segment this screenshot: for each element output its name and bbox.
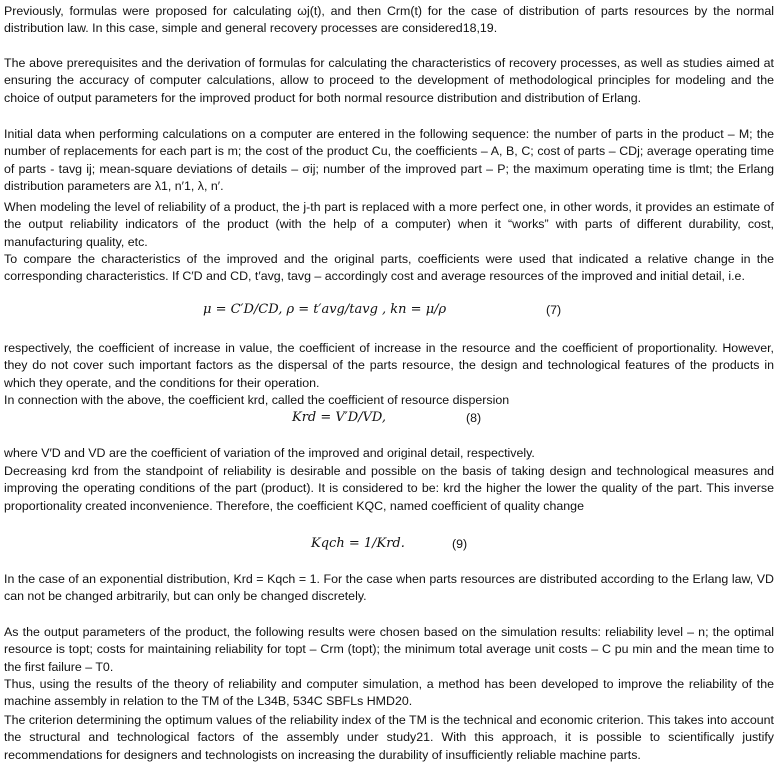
paragraph-text: Previously, formulas were proposed for calculating ωj(t), and then Crm(t) for the case of distribution of parts resources by the normal distribution law. In this case, simple and general recovery processes are considered18,19. <box>4 4 774 36</box>
equation-9: Kqch = 1/Krd. <box>311 536 405 551</box>
paragraph-12 <box>4 676 774 711</box>
paragraph-4 <box>4 199 774 251</box>
paragraph-text: Initial data when performing calculations on a computer are entered in the following sequence: the number of parts in the product – M; the number of replacements for each part is m; the cost of the product Cu, the coefficients – A, B, C; cost of parts – CDj; average operating time of parts - tavg ij; mean-square deviations of details – σij; number of the improved part – P; the maximum operating time is tlmt; the Erlang distribution parameters are λ1, n′1, λ, n′. <box>4 127 774 194</box>
paragraph-13 <box>4 712 774 764</box>
paragraph-text: As the output parameters of the product, the following results were chosen based on the simulation results: reliability level – n; the optimal resource is topt; costs for maintaining reliability for topt – Crm (topt); the minimum total average unit costs – C pu min and the mean time to the first failure – T0. <box>4 625 774 674</box>
paragraph-text: respectively, the coefficient of increase in value, the coefficient of increase in the resource and the coefficient of proportionality. However, they do not cover such important factors as the dispersal of the parts resource, the design and technological features of the products in which they operate, and the conditions for their operation. <box>4 341 774 390</box>
paragraph-9 <box>4 463 774 515</box>
paragraph-text: The above prerequisites and the derivation of formulas for calculating the characteristics of recovery processes, as well as studies aimed at ensuring the accuracy of computer calculations, allow to proceed to the development of methodological principles for modeling and the choice of output parameters for the improved product for both normal resource distribution and distribution of Erlang. <box>4 56 774 105</box>
paragraph-6 <box>4 340 774 392</box>
paragraph-text: When modeling the level of reliability of a product, the j-th part is replaced with a more perfect one, in other words, it provides an estimate of the output reliability indicators of the product (with the help of a computer) when it “works” with parts of different durability, cost, manufacturing quality, etc. <box>4 200 774 249</box>
paragraph-8 <box>4 445 774 462</box>
paragraph-text: In connection with the above, the coefficient krd, called the coefficient of resource dispersion <box>4 393 510 407</box>
paragraph-2 <box>4 55 774 107</box>
paragraph-5 <box>4 251 774 286</box>
equation-8: Krd = V′D/VD, <box>292 410 387 425</box>
paragraph-text: where V′D and VD are the coefficient of variation of the improved and original detail, respectively. <box>4 446 535 460</box>
paragraph-11 <box>4 624 774 676</box>
paragraph-3 <box>4 126 774 196</box>
equation-7: μ = C′D/CD, ρ = t′avg/tavg , kn = μ/ρ <box>203 302 447 317</box>
paragraph-text: The criterion determining the optimum values of the reliability index of the TM is the technical and economic criterion. This takes into account the structural and technological factors of the assembly under study21. With this approach, it is possible to scientifically justify recommendations for designers and technologists on increasing the durability of insufficiently reliable machine parts. <box>4 713 774 762</box>
paragraph-text: Decreasing krd from the standpoint of reliability is desirable and possible on the basis of taking design and technological measures and improving the operating conditions of the part (product). It is considered to be: krd the higher the lower the quality of the part. This inverse proportionality created inconvenience. Therefore, the coefficient KQC, named coefficient of quality change <box>4 464 774 513</box>
paragraph-text: In the case of an exponential distribution, Krd = Kqch = 1. For the case when parts resources are distributed according to the Erlang law, VD can not be changed arbitrarily, but can only be changed discretely. <box>4 572 774 604</box>
paragraph-text: To compare the characteristics of the improved and the original parts, coefficients were used that indicated a relative change in the corresponding characteristics. If C′D and CD, t′avg, tavg – accordingly cost and average resources of the improved and initial detail, i.e. <box>4 252 774 284</box>
equation-8-number: (8) <box>466 411 482 425</box>
equation-9-number: (9) <box>452 537 468 551</box>
paragraph-7 <box>4 392 774 409</box>
equation-7-number: (7) <box>546 303 562 317</box>
paragraph-text: Thus, using the results of the theory of reliability and computer simulation, a method has been developed to improve the reliability of the machine assembly in relation to the TM of the L34B, 534C SBFLs HMD20. <box>4 677 774 709</box>
paragraph-10 <box>4 571 774 606</box>
paragraph-1 <box>4 3 774 38</box>
